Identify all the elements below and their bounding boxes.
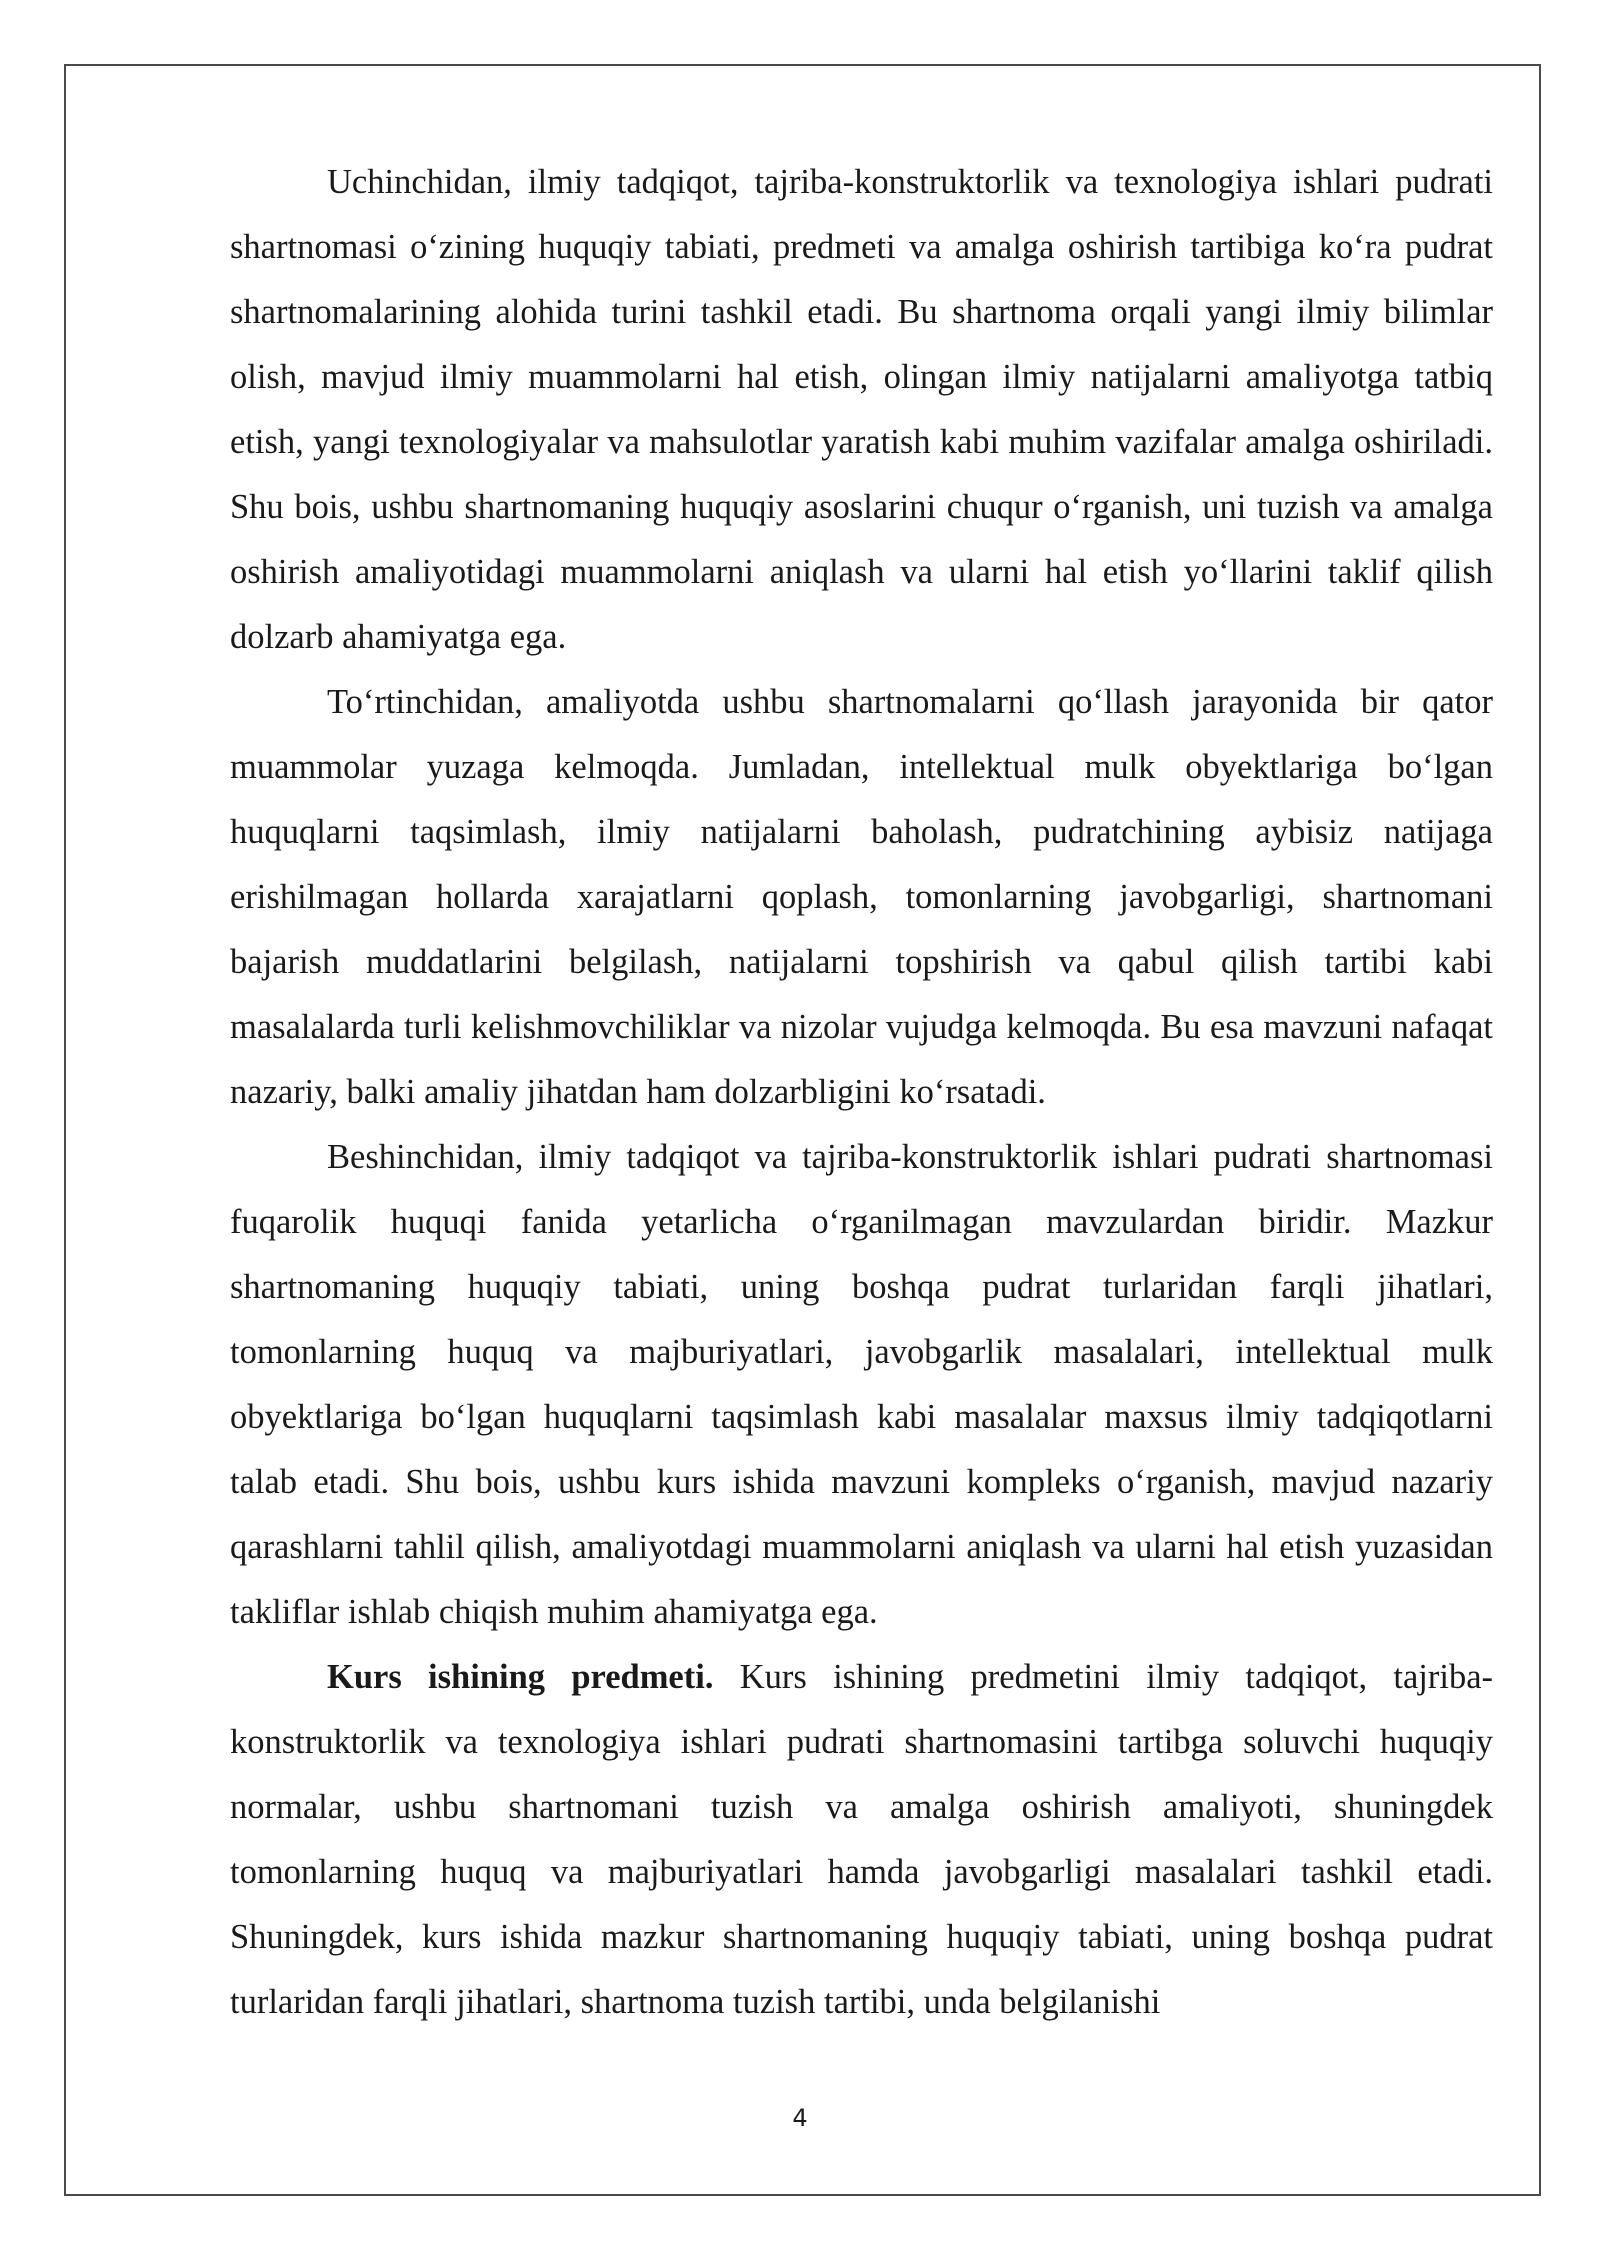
paragraph-fifth-reason: Beshinchidan, ilmiy tadqiqot va tajriba-konstruktorlik ishlari pudrati shartnomasi fuqarolik huquqi fanida yetarlicha o‘rganilmagan mavzulardan biridir. Mazkur shartnomaning huquqiy tabiati, uning boshqa pudrat turlaridan farqli jihatlari, tomonlarning huquq va majburiyatlari, javobgarlik masalalari, intellektual mulk obyektlariga bo‘lgan huquqlarni taqsimlash kabi masalalar maxsus ilmiy tadqiqotlarni talab etadi. Shu bois, ushbu kurs ishida mavzuni kompleks o‘rganish, mavjud nazariy qarashlarni tahlil qilish, amaliyotdagi muammolarni aniqlash va ularni hal etish yuzasidan takliflar ishlab chiqish muhim ahamiyatga ega. (230, 1138, 1493, 1631)
paragraph-fourth-reason: To‘rtinchidan, amaliyotda ushbu shartnomalarni qo‘llash jarayonida bir qator muammolar yuzaga kelmoqda. Jumladan, intellektual mulk obyektlariga bo‘lgan huquqlarni taqsimlash, ilmiy natijalarni baholash, pudratchining aybisiz natijaga erishilmagan hollarda xarajatlarni qoplash, tomonlarning javobgarligi, shartnomani bajarish muddatlarini belgilash, natijalarni topshirish va qabul qilish tartibi kabi masalalarda turli kelishmovchiliklar va nizolar vujudga kelmoqda. Bu esa mavzuni nafaqat nazariy, balki amaliy jihatdan ham dolzarbligini ko‘rsatadi. (230, 683, 1493, 1111)
page-number: 4 (792, 2104, 808, 2132)
course-subject-heading: Kurs ishining predmeti. (327, 1658, 714, 1696)
paragraph-course-subject (230, 1645, 1493, 2035)
document-body (230, 150, 1493, 2035)
paragraph-third-reason: Uchinchidan, ilmiy tadqiqot, tajriba-konstruktorlik va texnologiya ishlari pudrati shartnomasi o‘zining huquqiy tabiati, predmeti va amalga oshirish tartibiga ko‘ra pudrat shartnomalarining alohida turini tashkil etadi. Bu shartnoma orqali yangi ilmiy bilimlar olish, mavjud ilmiy muammolarni hal etish, olingan ilmiy natijalarni amaliyotga tatbiq etish, yangi texnologiyalar va mahsulotlar yaratish kabi muhim vazifalar amalga oshiriladi. Shu bois, ushbu shartnomaning huquqiy asoslarini chuqur o‘rganish, uni tuzish va amalga oshirish amaliyotidagi muammolarni aniqlash va ularni hal etish yo‘llarini taklif qilish dolzarb ahamiyatga ega. (230, 163, 1493, 656)
course-subject-text: Kurs ishining predmetini ilmiy tadqiqot, tajriba-konstruktorlik va texnologiya ishlari pudrati shartnomasini tartibga soluvchi huquqiy normalar, ushbu shartnomani tuzish va amalga oshirish amaliyoti, shuningdek tomonlarning huquq va majburiyatlari hamda javobgarligi masalalari tashkil etadi. Shuningdek, kurs ishida mazkur shartnomaning huquqiy tabiati, uning boshqa pudrat turlaridan farqli jihatlari, shartnoma tuzish tartibi, unda belgilanishi (230, 1658, 1493, 2021)
